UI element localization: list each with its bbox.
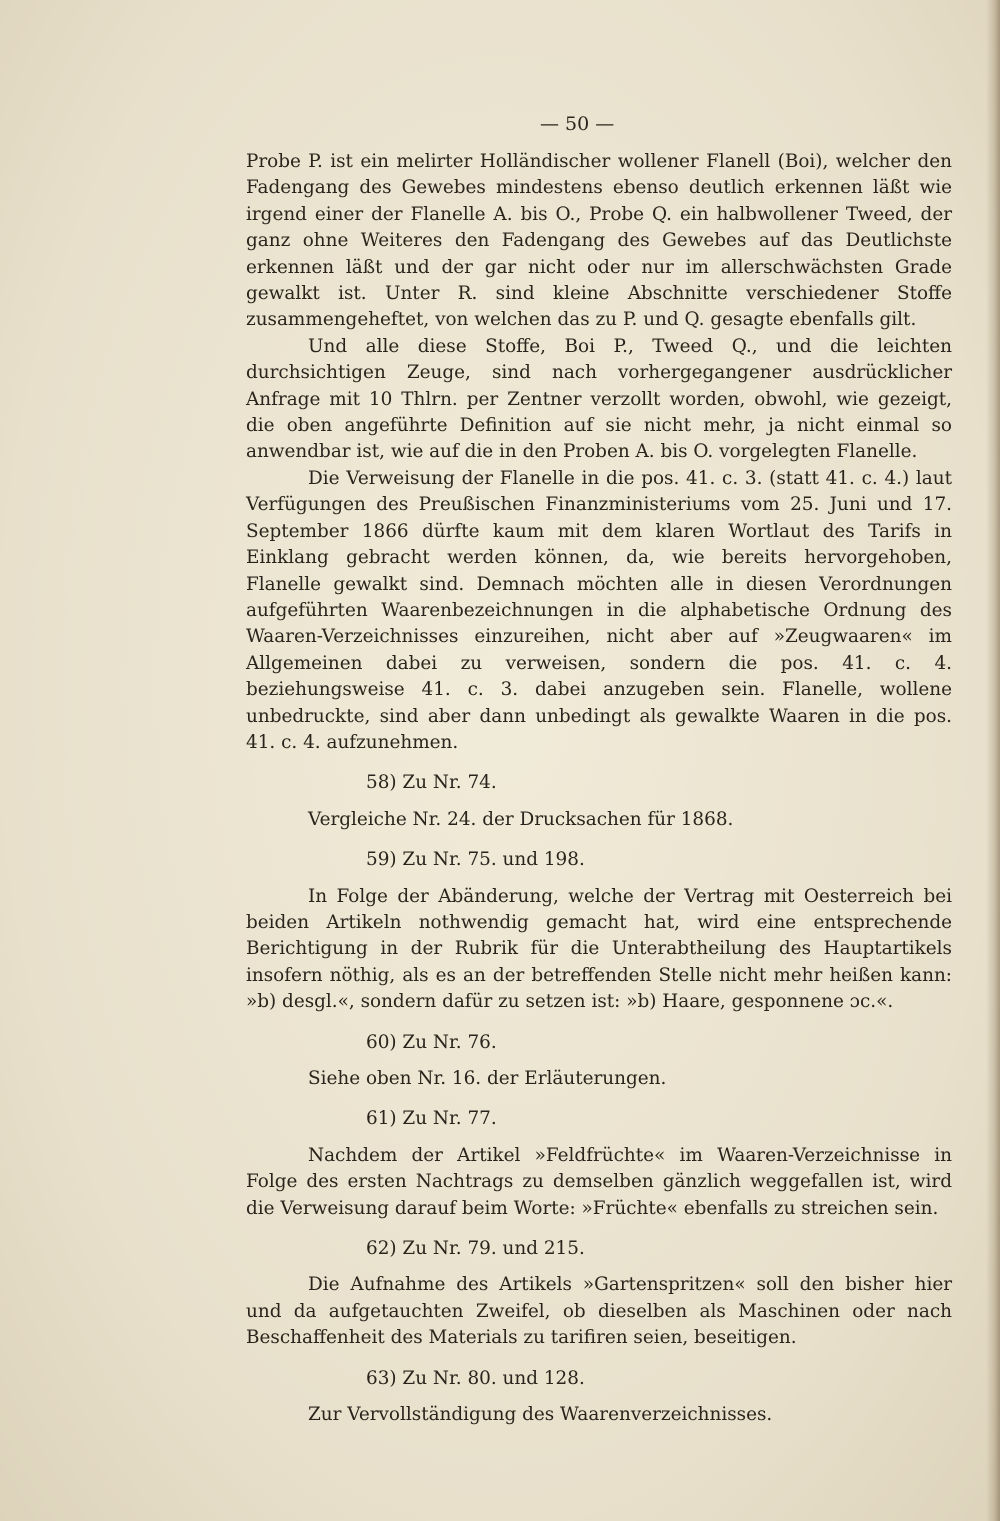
section-text-62: Die Aufnahme des Artikels »Gartenspritzen« soll den bisher hier und da aufgetauchten Zweifel, ob dieselben als Maschinen oder nach Beschaffenheit des Materials zu tarifiren seien, beseitigen. (246, 1274, 952, 1349)
section-text-63: Zur Vervollständigung des Waarenverzeichnisses. (308, 1404, 773, 1426)
paragraph-stoffe: Und alle diese Stoffe, Boi P., Tweed Q., und die leichten durchsichtigen Zeuge, sind nach vorhergegangener ausdrücklicher Anfrage mit 10 Thlrn. per Zentner verzollt worden, obwohl, wie gezeigt, die oben angeführte Definition auf sie nicht mehr, ja nicht einmal so anwendbar ist, wie auf die in den Proben A. bis O. vorgelegten Flanelle. (246, 335, 952, 463)
paragraph-verweisung: Die Verweisung der Flanelle in die pos. 41. c. 3. (statt 41. c. 4.) laut Verfügungen des Preußischen Finanzministeriums vom 25. Juni und 17. September 1866 dürfte kaum mit dem klaren Wortlaut des Tarifs in Einklang gebracht werden können, da, wie bereits hervorgehoben, Flanelle gewalkt sind. Demnach möchten alle in diesen Verordnungen aufgeführten Waarenbezeichnungen in die alphabetische Ordnung des Waaren-Verzeichnisses einzureihen, nicht aber auf »Zeugwaaren« im Allgemeinen dabei zu verweisen, sondern die pos. 41. c. 4. beziehungsweise 41. c. 3. dabei anzugeben sein. Flanelle, wollene unbedruckte, sind aber dann unbedingt als gewalkte Waaren in die pos. 41. c. 4. aufzunehmen. (246, 467, 952, 753)
section-text-59: In Folge der Abänderung, welche der Vertrag mit Oesterreich bei beiden Artikeln nothwendig gemacht hat, wird eine entsprechende Berichtigung in der Rubrik für die Unterabtheilung des Hauptartikels insofern nöthig, als es an der betreffenden Stelle nicht mehr heißen kann: »b) desgl.«, sondern dafür zu setzen ist: »b) Haare, gesponnene ɔc.«. (246, 885, 952, 1013)
section-heading-59: 59) Zu Nr. 75. und 198. (366, 849, 585, 871)
section-heading-58: 58) Zu Nr. 74. (366, 772, 497, 794)
section-heading-60: 60) Zu Nr. 76. (366, 1031, 497, 1053)
page-number: — 50 — (540, 113, 615, 135)
section-text-58: Vergleiche Nr. 24. der Drucksachen für 1868. (308, 808, 734, 830)
section-text-60: Siehe oben Nr. 16. der Erläuterungen. (308, 1068, 667, 1089)
section-heading-61: 61) Zu Nr. 77. (366, 1108, 497, 1130)
document-body (246, 112, 952, 1428)
section-heading-63: 63) Zu Nr. 80. und 128. (366, 1367, 585, 1389)
section-text-61: Nachdem der Artikel »Feldfrüchte« im Waaren-Verzeichnisse in Folge des ersten Nachtrags zu demselben gänzlich weggefallen ist, wird die Verweisung darauf beim Worte: »Früchte« ebenfalls zu streichen sein. (246, 1144, 952, 1219)
page-edge-shadow (986, 0, 1000, 1521)
section-heading-62: 62) Zu Nr. 79. und 215. (366, 1238, 585, 1260)
paragraph-probe-p: Probe P. ist ein melirter Holländischer wollener Flanell (Boi), welcher den Fadengang des Gewebes mindestens ebenso deutlich erkennen läßt wie irgend einer der Flanelle A. bis O., Probe Q. ein halbwollener Tweed, der ganz ohne Weiteres den Fadengang des Gewebes auf das Deutlichste erkennen läßt und der gar nicht oder nur im allerschwächsten Grade gewalkt ist. Unter R. sind kleine Abschnitte verschiedener Stoffe zusammengeheftet, von welchen das zu P. und Q. gesagte ebenfalls gilt. (246, 151, 952, 331)
